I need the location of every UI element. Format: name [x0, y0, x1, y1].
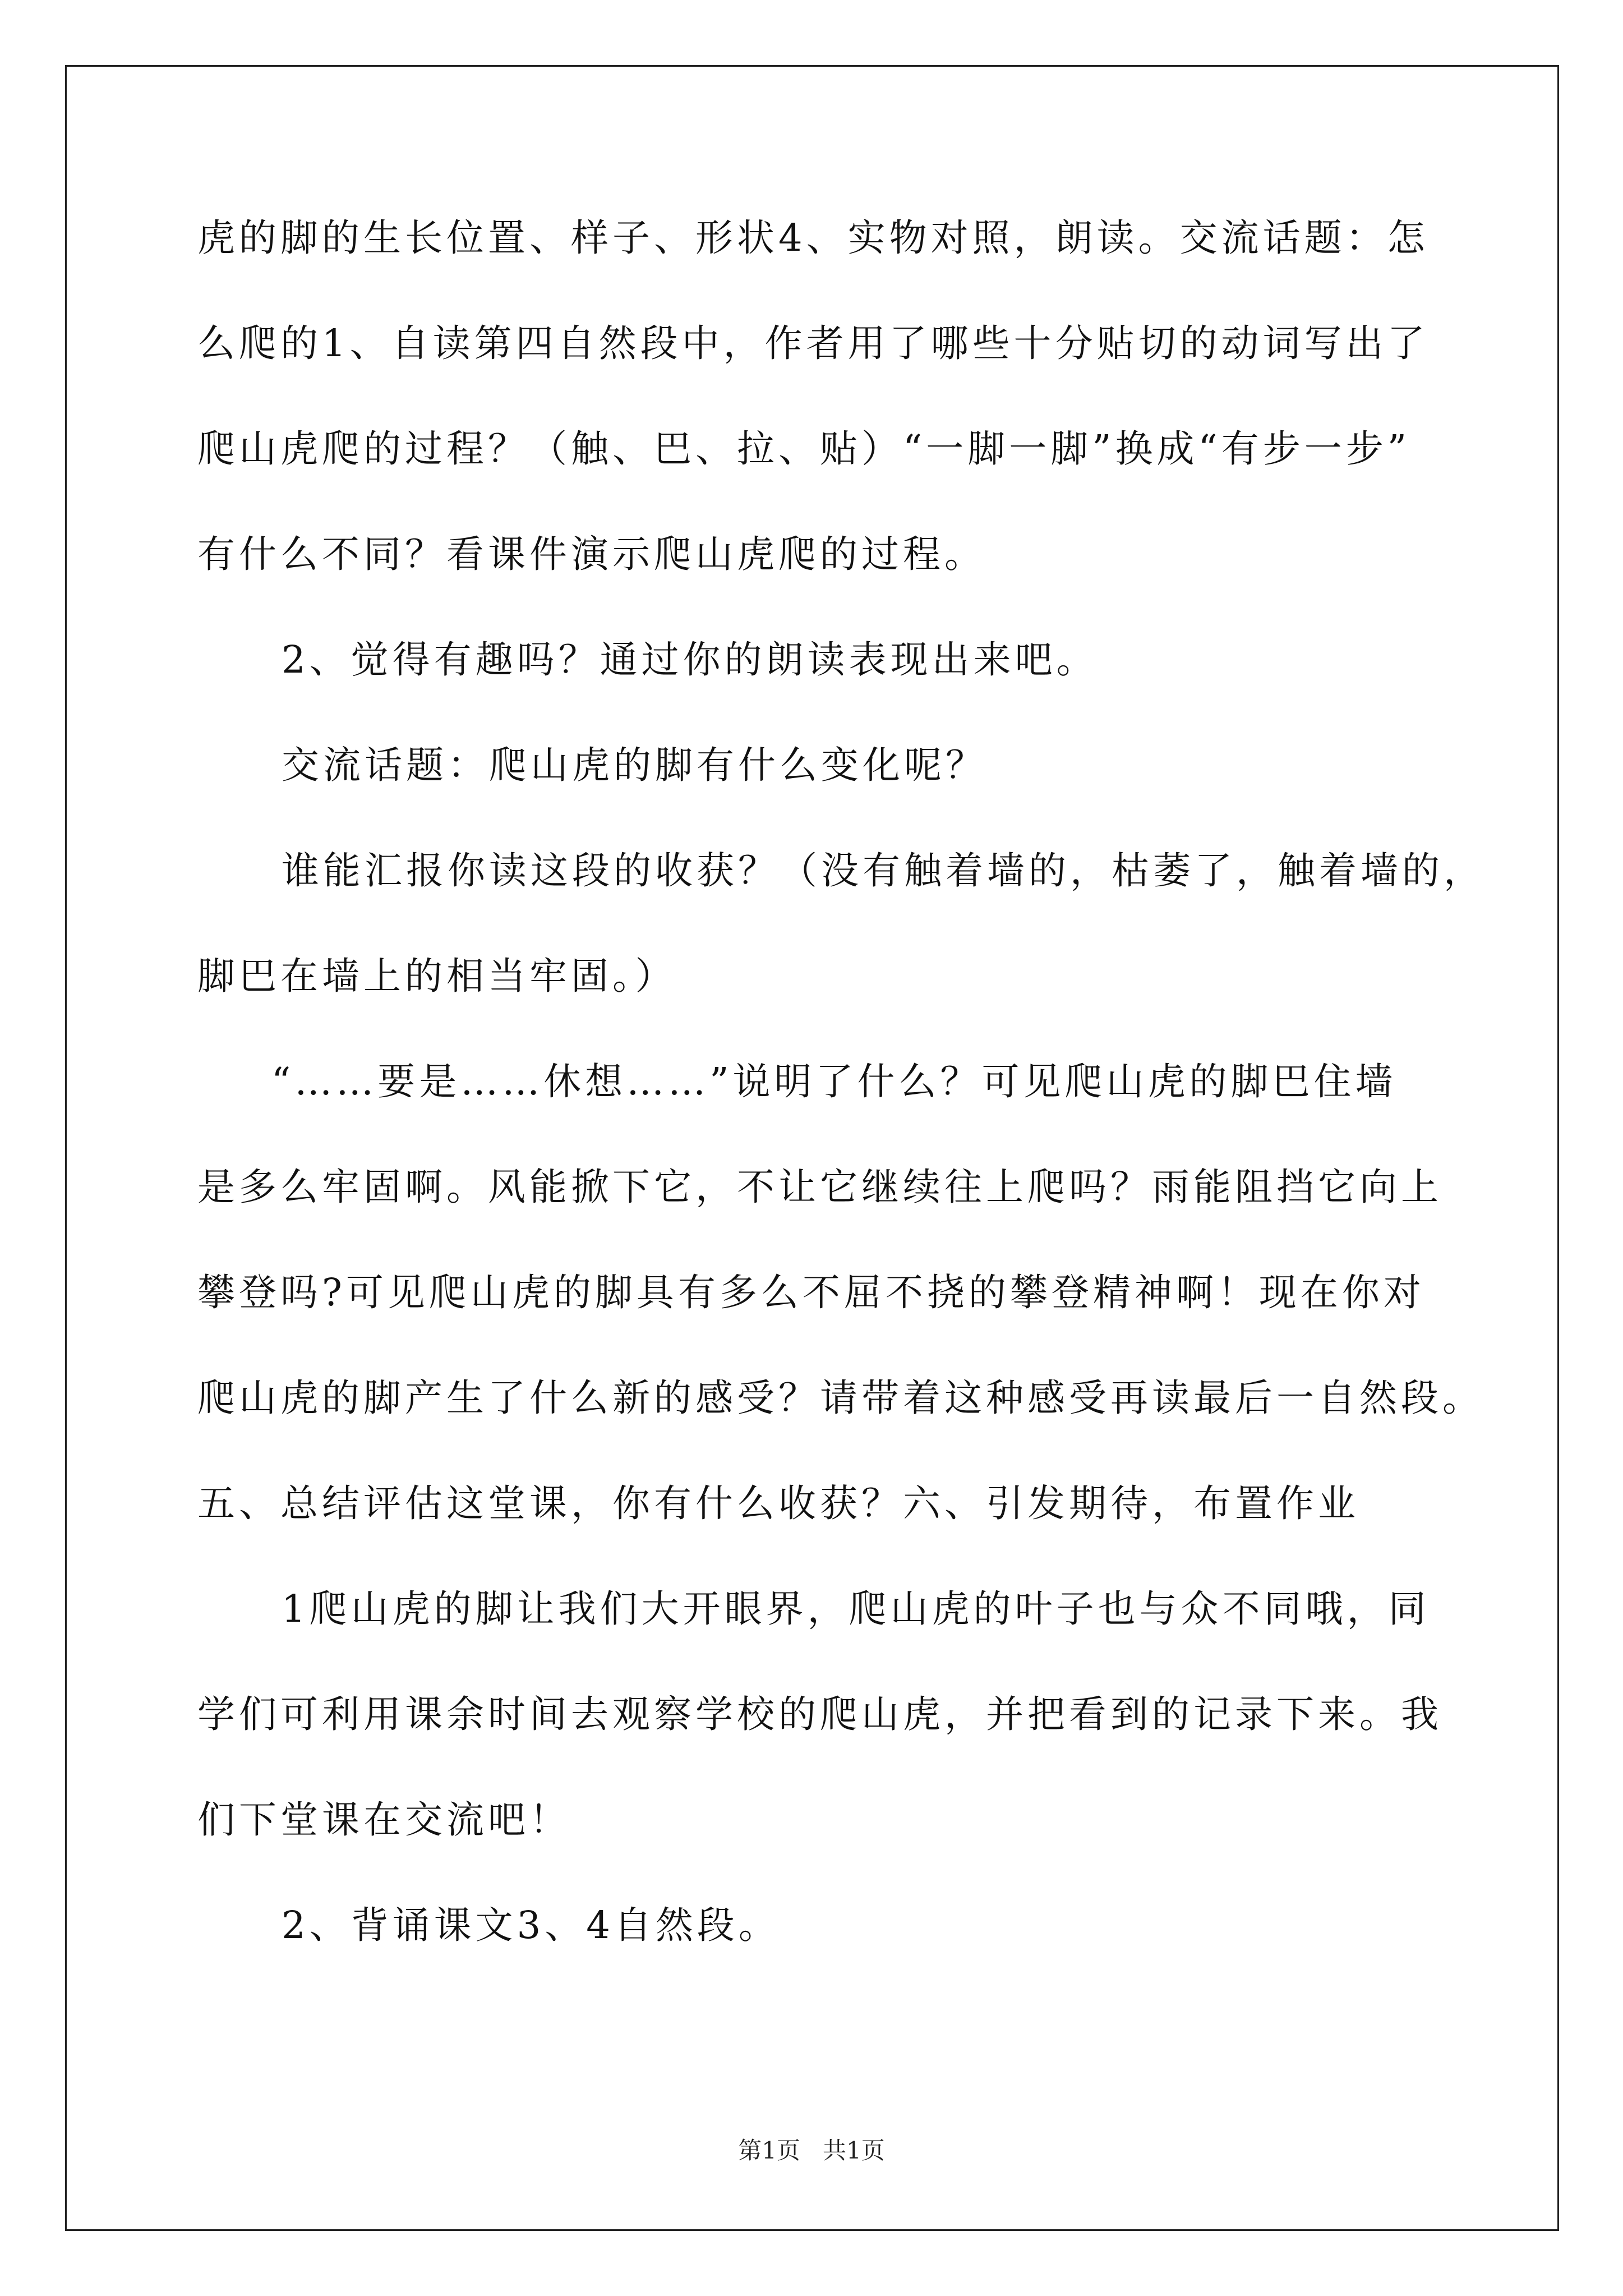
text-line: 脚巴在墙上的相当牢固。）	[197, 954, 677, 998]
paragraph-line: “……要是……休想……”说明了什么？可见爬山虎的脚巴住墙	[271, 1060, 1397, 1103]
paragraph-line: 谁能汇报你读这段的收获？（没有触着墙的，枯萎了，触着墙的，	[282, 849, 1485, 892]
text-line: 是多么牢固啊。风能掀下它，不让它继续往上爬吗？雨能阻挡它向上	[197, 1165, 1442, 1209]
text-line: 爬山虎的脚产生了什么新的感受？请带着这种感受再读最后一自然段。	[197, 1376, 1484, 1420]
text-line: 攀登吗?可见爬山虎的脚具有多么不屈不挠的攀登精神啊！现在你对	[197, 1271, 1425, 1314]
paragraph-line: 2、背诵课文3、4自然段。	[282, 1903, 780, 1947]
paragraph-line: 交流话题：爬山虎的脚有什么变化呢？	[282, 743, 987, 787]
text-line: 虎的脚的生长位置、样子、形状4、实物对照，朗读。交流话题：怎	[197, 216, 1429, 260]
text-line: 们下堂课在交流吧！	[197, 1798, 571, 1842]
paragraph-line: 2、觉得有趣吗？通过你的朗读表现出来吧。	[282, 638, 1098, 682]
text-line: 有什么不同？看课件演示爬山虎爬的过程。	[197, 532, 986, 576]
page-number-footer: 第1页 共1页	[738, 2137, 885, 2164]
text-line: 爬山虎爬的过程？（触、巴、拉、贴）“一脚一脚”换成“有步一步”	[197, 427, 1411, 471]
section-heading-line: 五、总结评估这堂课，你有什么收获？六、引发期待，布置作业	[197, 1481, 1359, 1525]
paragraph-line: 1爬山虎的脚让我们大开眼界，爬山虎的叶子也与众不同哦，同	[282, 1587, 1430, 1631]
text-line: 么爬的1、自读第四自然段中，作者用了哪些十分贴切的动词写出了	[197, 321, 1429, 365]
text-line: 学们可利用课余时间去观察学校的爬山虎，并把看到的记录下来。我	[197, 1692, 1442, 1736]
